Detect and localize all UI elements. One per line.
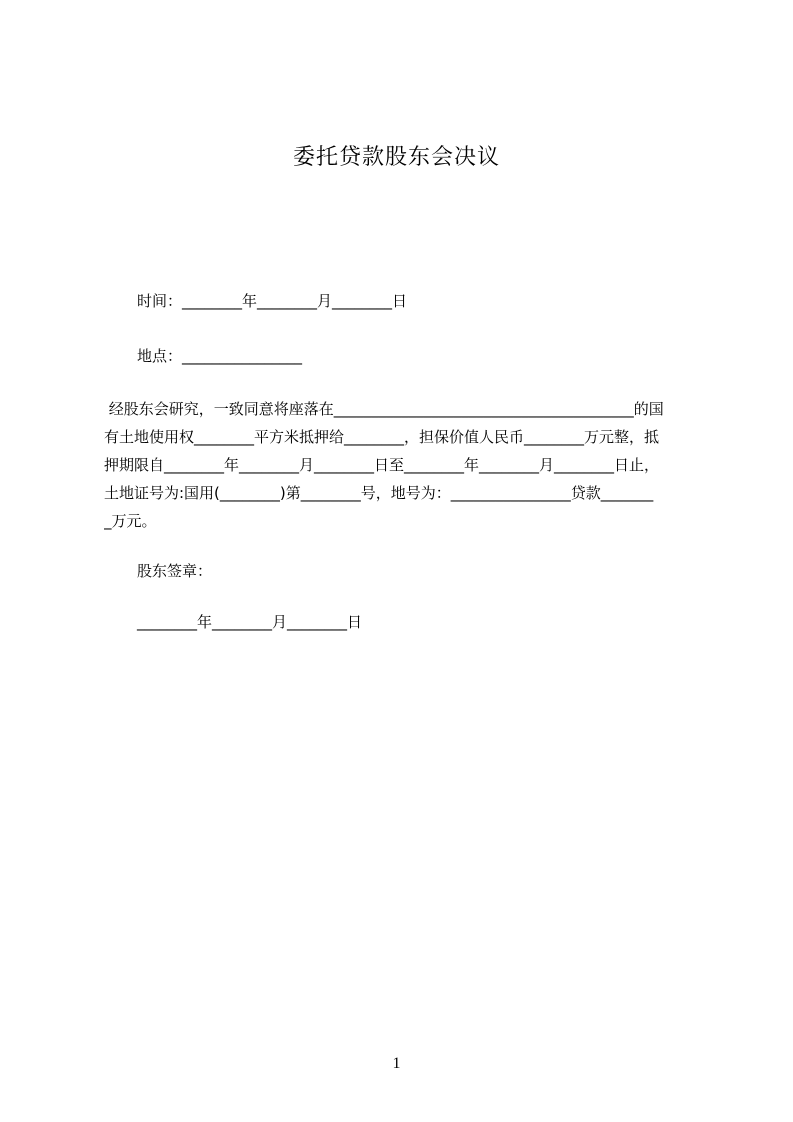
document-title: 委托贷款股东会决议: [292, 145, 500, 170]
paragraph-line: 押期限自________年________月________日至________年________月________日止，: [104, 456, 660, 474]
paragraph-line: 土地证号为:国用(________)第________号，地号为：________________贷款_______: [104, 484, 654, 502]
page-number: 1: [392, 1055, 401, 1072]
time-line: 时间：________年________月________日: [137, 292, 408, 310]
signature-date-line: ________年________月________日: [137, 613, 363, 631]
resolution-paragraph: [104, 395, 698, 535]
paragraph-line: 经股东会研究，一致同意将座落在________________________________________的国: [104, 400, 664, 418]
paragraph-line: _万元。: [104, 512, 157, 530]
paragraph-line: 有土地使用权________平方米抵押给________，担保价值人民币________万元整，抵: [104, 428, 660, 446]
signature-label: 股东签章：: [137, 562, 213, 580]
place-line: 地点：________________: [137, 347, 303, 365]
